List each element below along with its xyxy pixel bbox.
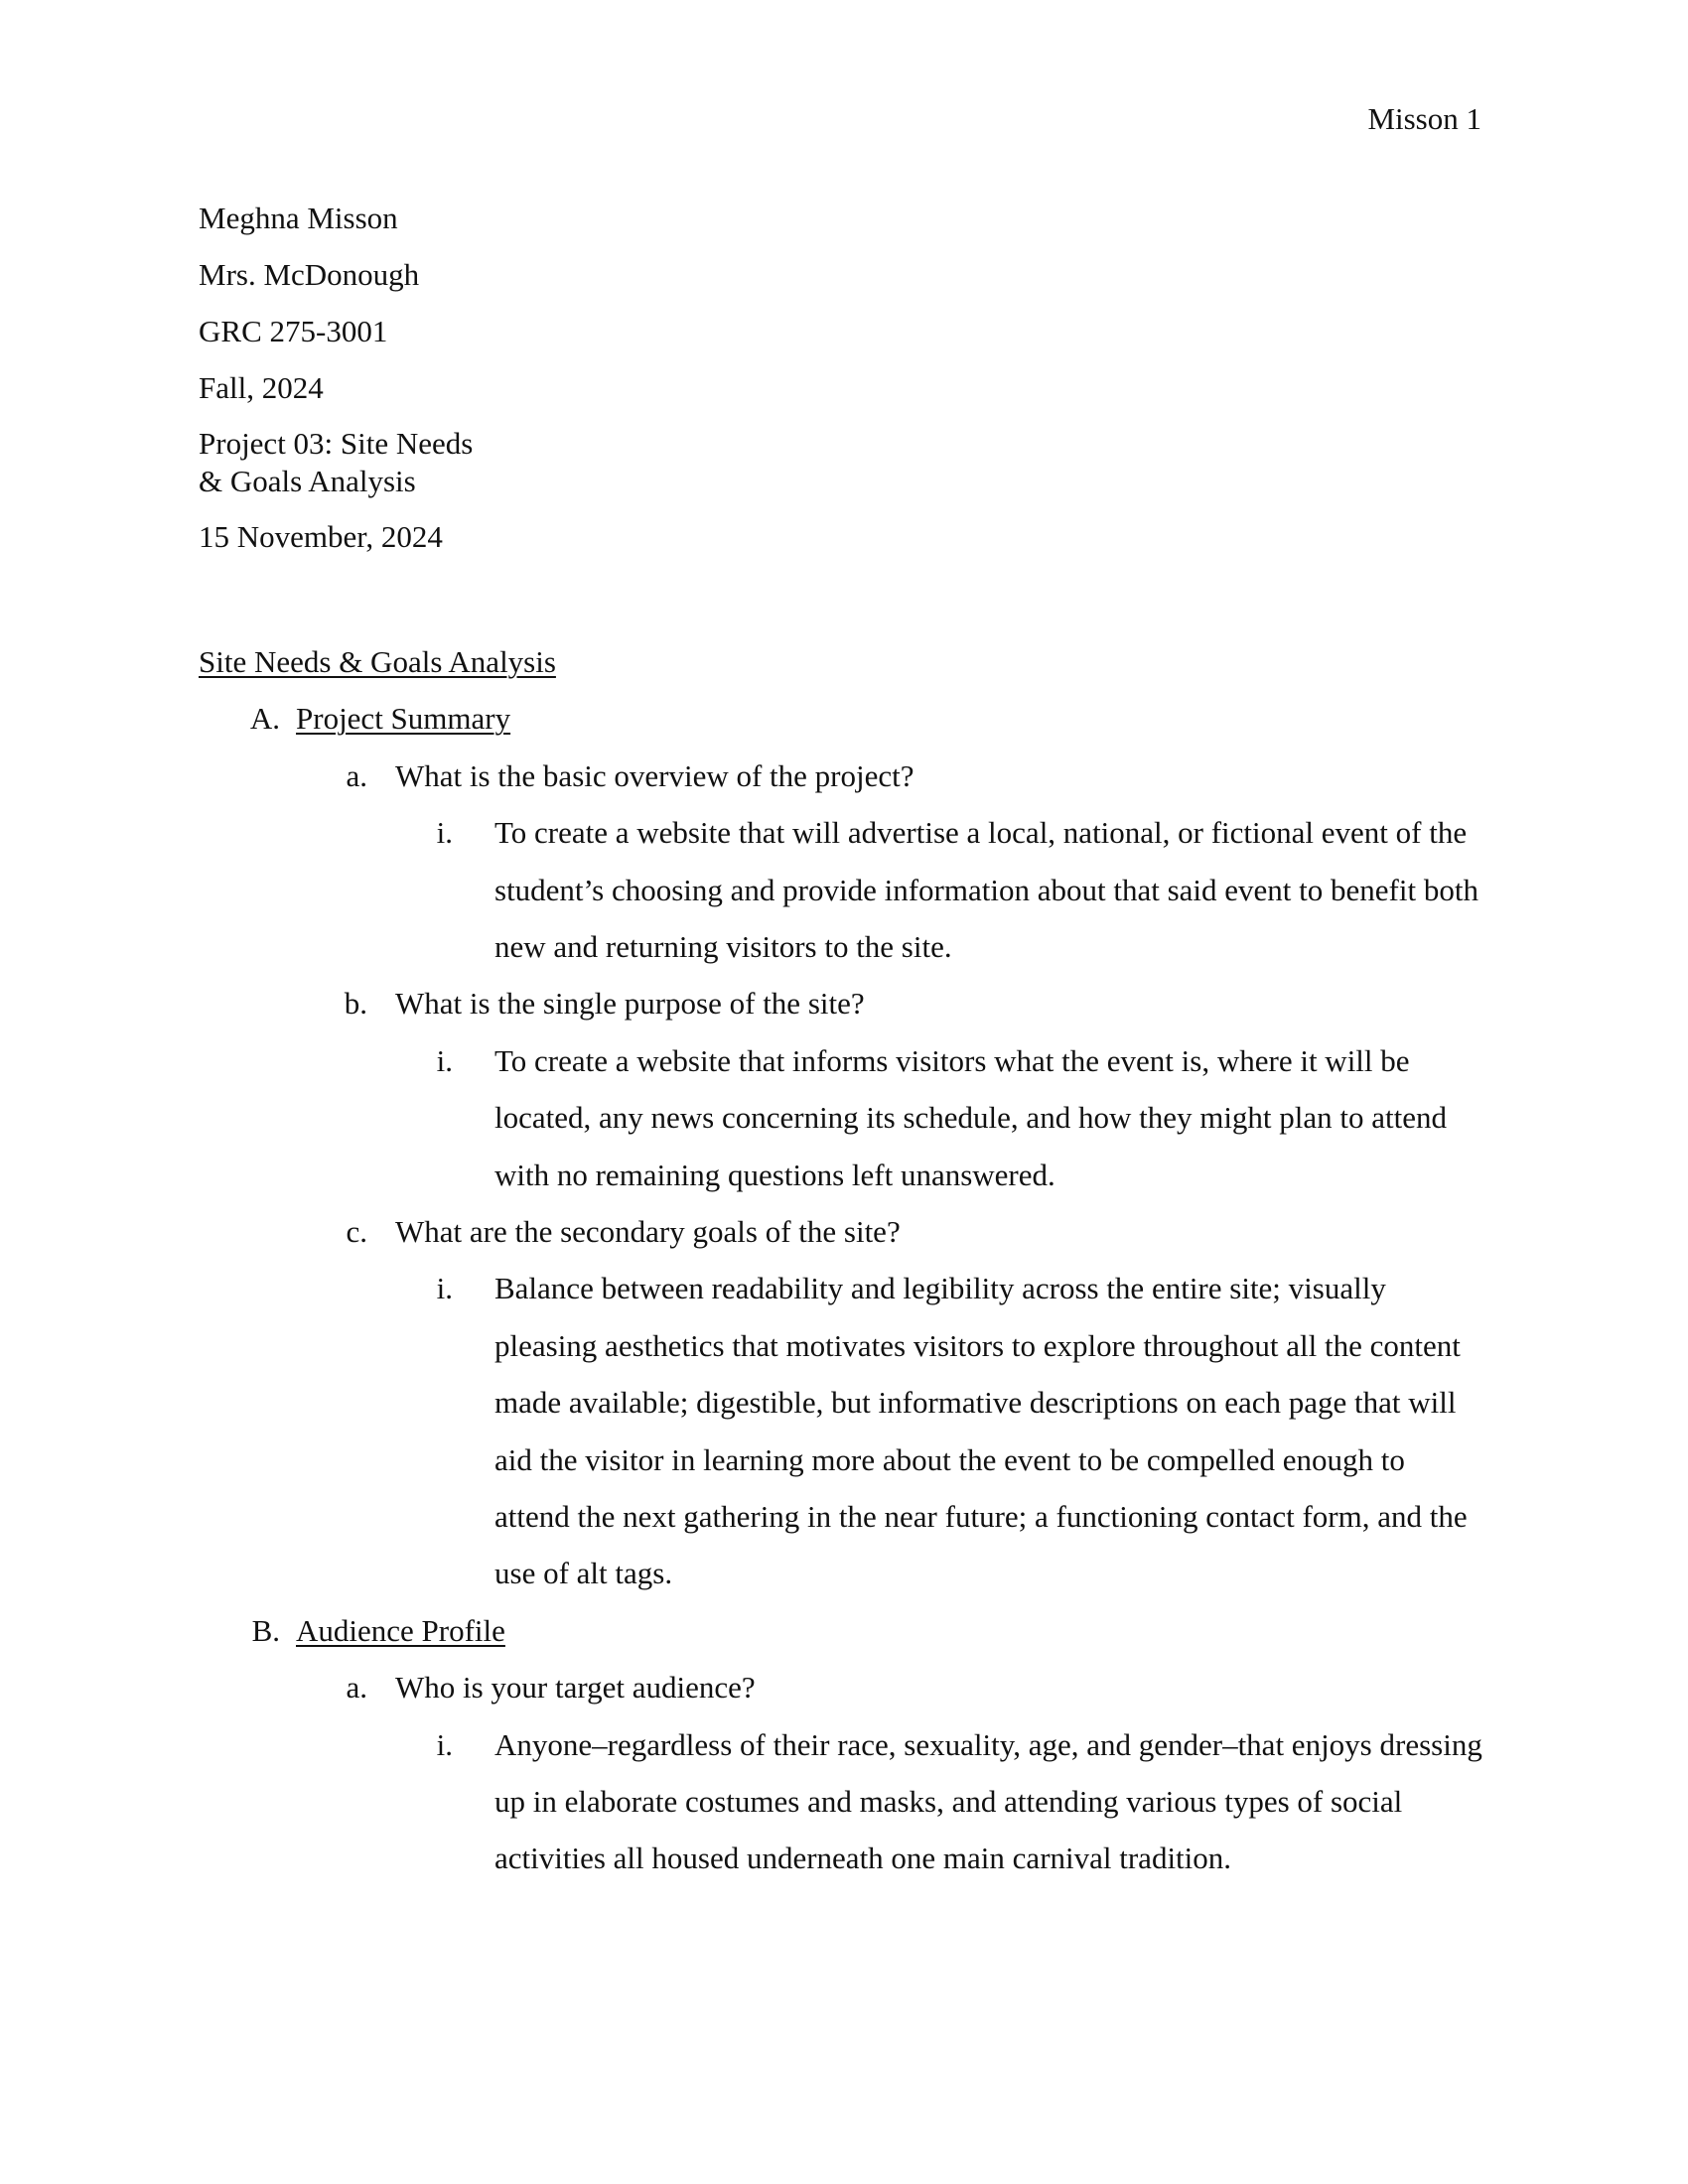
- question-marker: a.: [346, 1670, 367, 1706]
- answer-text: Anyone–regardless of their race, sexuality, age, and gender–that enjoys dressing up in elaborate costumes and masks, and attending various types of social activities all housed underneath one main carnival tradition.: [494, 1726, 1482, 1876]
- section-heading: [199, 1602, 1489, 1659]
- document-body: [199, 633, 1489, 1887]
- question-text: What is the basic overview of the project?: [395, 757, 914, 793]
- instructor-name: Mrs. McDonough: [199, 257, 420, 292]
- student-name: Meghna Misson: [199, 201, 398, 235]
- question-marker: b.: [344, 986, 367, 1022]
- section-heading: [199, 690, 1489, 747]
- question-text: What is the single purpose of the site?: [395, 986, 865, 1022]
- answer-item: [199, 1716, 1489, 1887]
- answer-item: [199, 1032, 1489, 1203]
- question-row: [199, 748, 1489, 804]
- answer-text: Balance between readability and legibility across the entire site; visually pleasing aesthetics that motivates visitors to explore throughout all the content made available; digestible, but informative descriptions on each page that will aid the visitor in learning more about the event to be compelled enough to attend the next gathering in the near future; a functioning contact form, and the use of alt tags.: [494, 1271, 1468, 1591]
- question-text: What are the secondary goals of the site?: [395, 1214, 901, 1249]
- answer-item: [199, 804, 1489, 975]
- question-marker: a.: [346, 757, 367, 793]
- answer-text: To create a website that informs visitors what the event is, where it will be located, any news concerning its schedule, and how they might plan to attend with no remaining questions left unanswered.: [494, 1042, 1448, 1192]
- answer-item: [199, 1260, 1489, 1601]
- heading-block: [199, 199, 715, 574]
- question-row: [199, 1203, 1489, 1260]
- question-row: [199, 1659, 1489, 1715]
- answer-marker: i.: [436, 1042, 453, 1078]
- running-header: Misson 1: [1367, 101, 1481, 136]
- section-title: Audience Profile: [296, 1612, 505, 1648]
- section-marker: B.: [251, 1612, 280, 1648]
- document-title-row: [199, 633, 1489, 690]
- answer-marker: i.: [436, 1271, 453, 1306]
- project-title-line-2: & Goals Analysis: [199, 464, 416, 498]
- date: 15 November, 2024: [199, 519, 443, 554]
- answer-text: To create a website that will advertise a local, national, or fictional event of the student’s choosing and provide information about that said event to benefit both new and returning visitors to the site.: [494, 815, 1478, 964]
- section-marker: A.: [249, 701, 280, 737]
- project-title-line-1: Project 03: Site Needs: [199, 426, 474, 461]
- question-text: Who is your target audience?: [395, 1670, 756, 1706]
- answer-marker: i.: [436, 815, 453, 851]
- project-title: [199, 425, 715, 500]
- course-code: GRC 275-3001: [199, 314, 388, 348]
- question-row: [199, 975, 1489, 1031]
- section-title: Project Summary: [296, 701, 511, 737]
- document-title: Site Needs & Goals Analysis: [199, 644, 556, 679]
- answer-marker: i.: [436, 1726, 453, 1762]
- question-marker: c.: [346, 1214, 367, 1249]
- term: Fall, 2024: [199, 370, 324, 405]
